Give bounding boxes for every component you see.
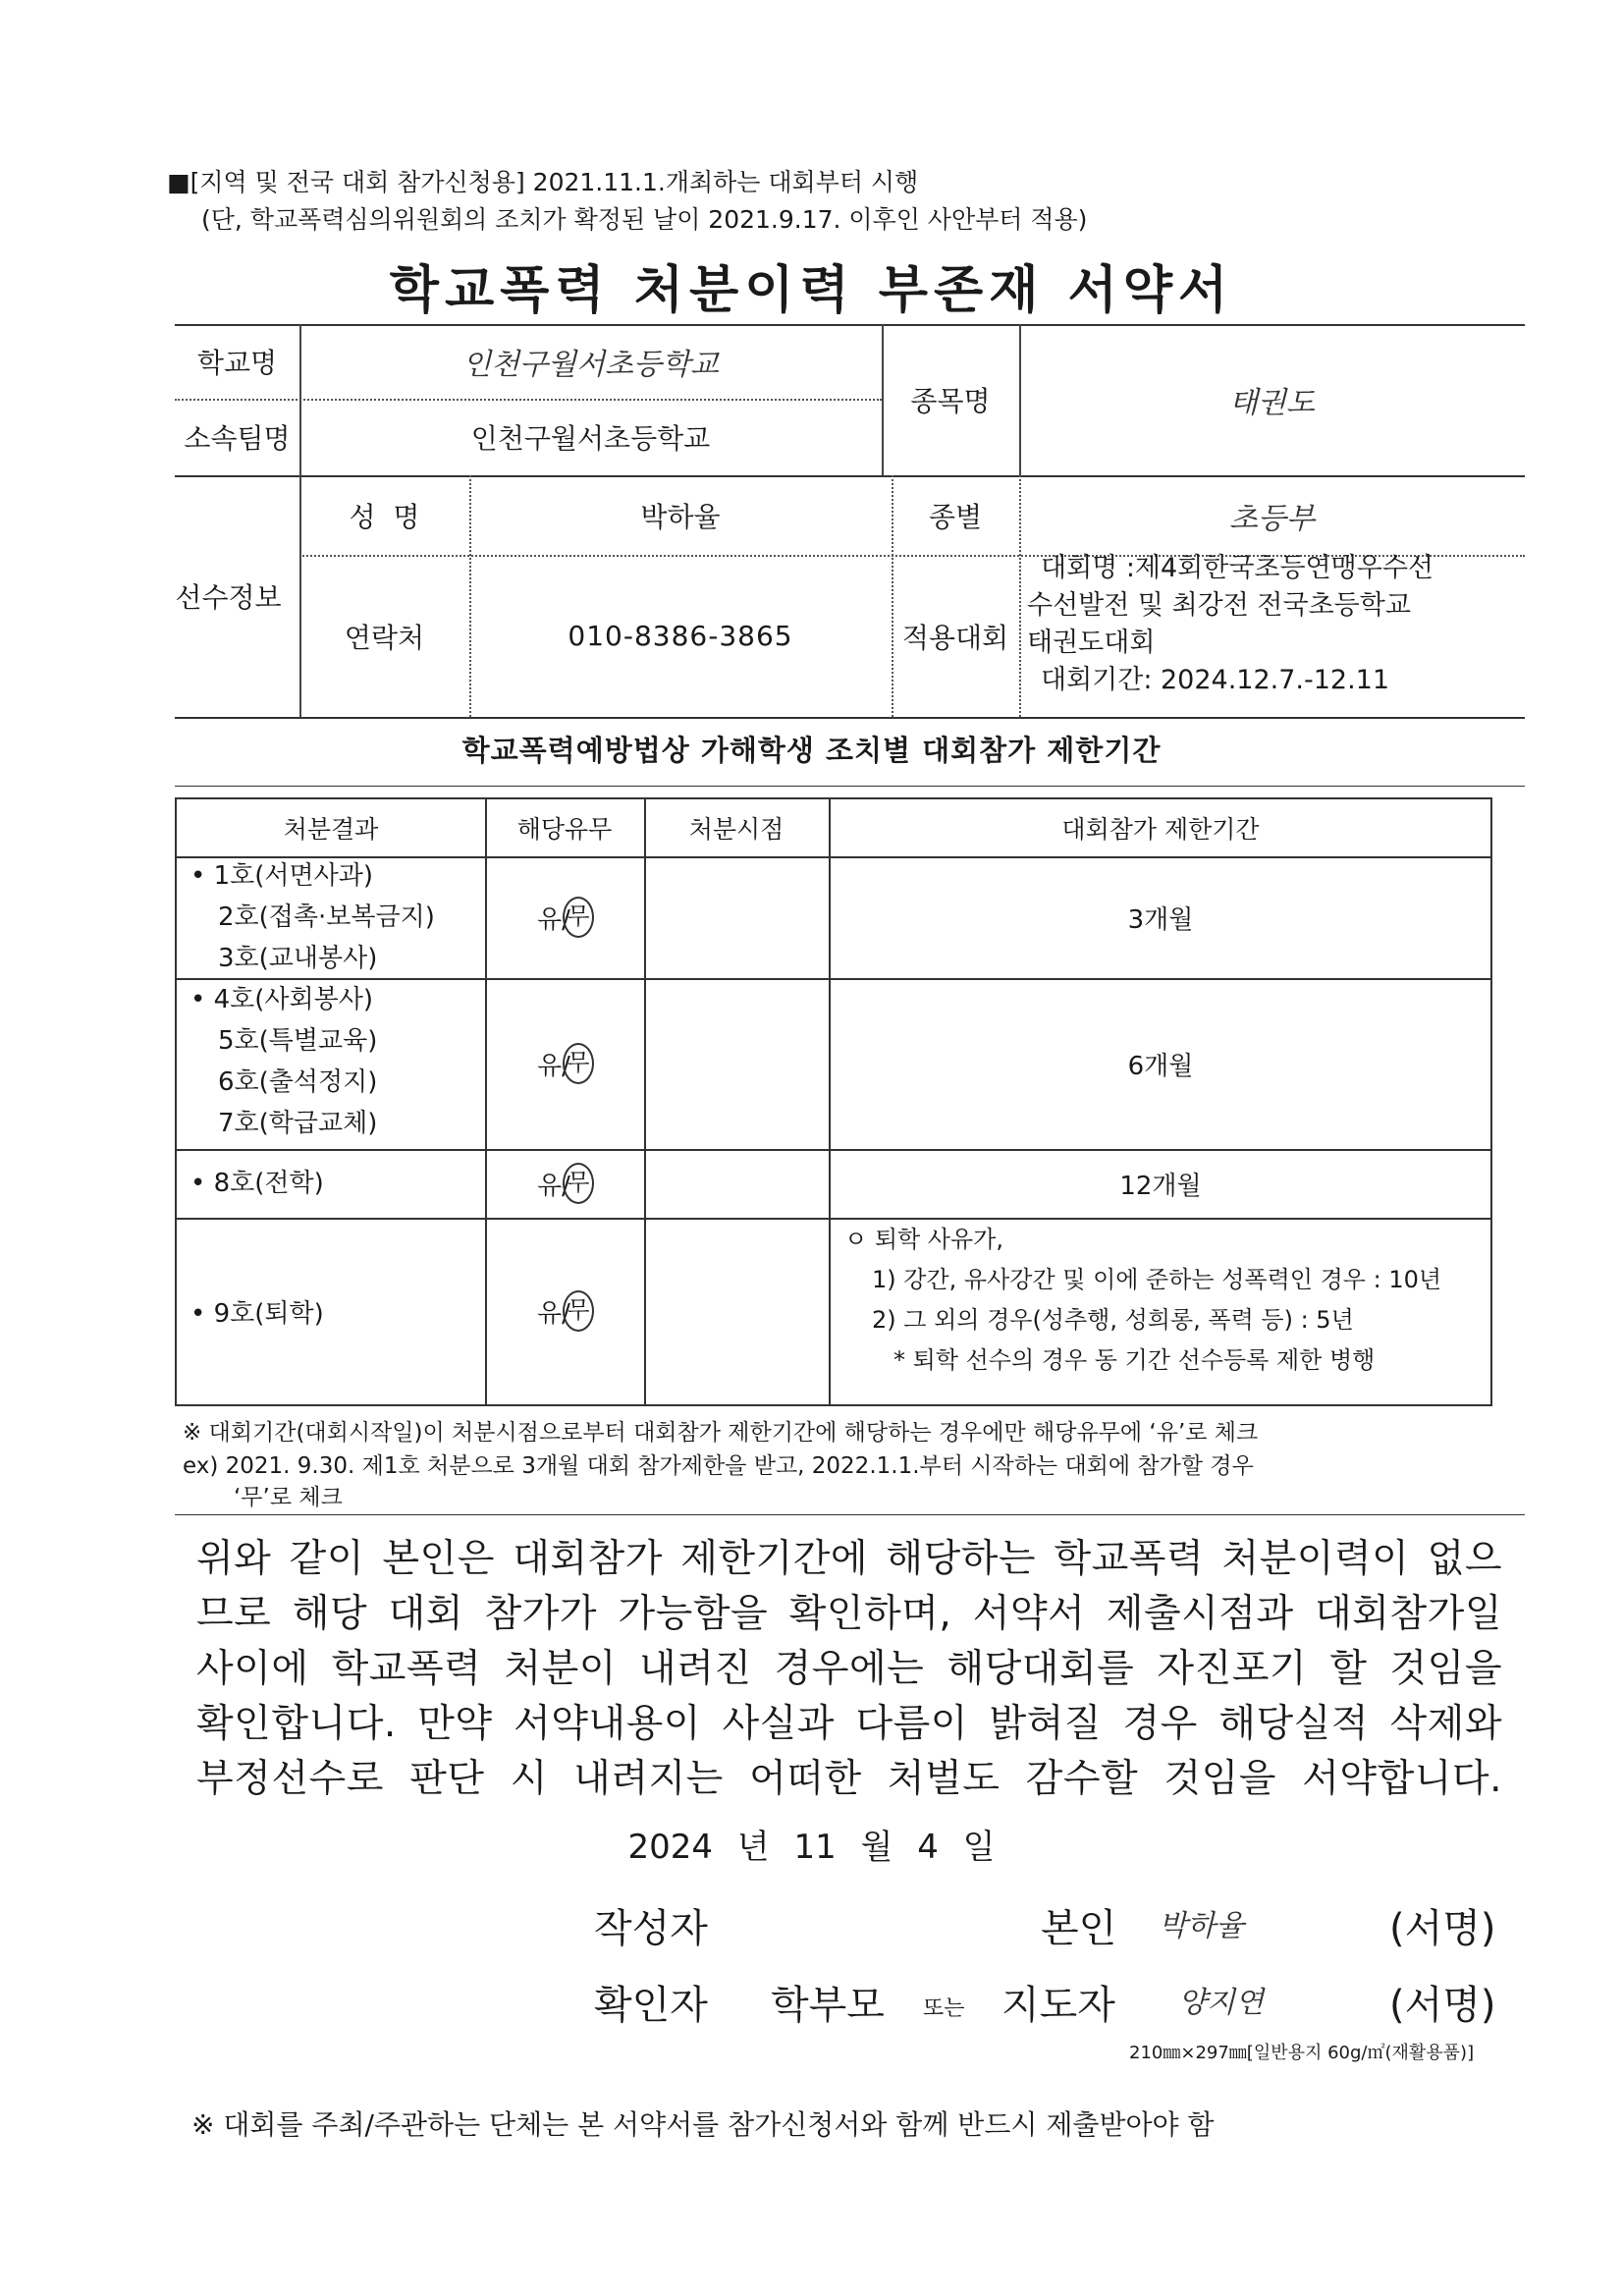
contact-value: 010-8386-3865 <box>568 620 793 652</box>
limit-period: 3개월 <box>1127 904 1194 935</box>
self-signature[interactable]: 박하율 <box>1159 1909 1244 1943</box>
pledge-statement <box>196 1532 1502 1807</box>
no-option-circled: 무 <box>563 1290 594 1332</box>
or-label: 또는 <box>923 1996 965 2021</box>
header-result: 처분결과 <box>283 815 379 844</box>
date-day: 4 <box>917 1828 939 1867</box>
name-label: 성 명 <box>349 500 420 533</box>
applicable-check[interactable] <box>487 1218 644 1404</box>
division-label: 종별 <box>928 500 983 533</box>
paper-spec: 210㎜×297㎜[일반용지 60g/㎡(재활용품)] <box>1129 2043 1475 2063</box>
limit-line: 2) 그 외의 경우(성추행, 성희롱, 폭력 등) : 5년 <box>872 1306 1354 1334</box>
sport-value: 태권도 <box>1229 386 1315 420</box>
team-label: 소속팀명 <box>184 422 291 455</box>
coach-label: 지도자 <box>1001 1983 1115 2028</box>
event-label: 적용대회 <box>901 621 1009 654</box>
disposal-item: 3호(교내봉사) <box>218 944 378 973</box>
example-note: ex) 2021. 9.30. 제1호 처분으로 3개월 대회 참가제한을 받고, 2022.1.1.부터 시작하는 대회에 참가할 경우 <box>183 1453 1254 1479</box>
statement-line: 확인합니다. 만약 서약내용이 사실과 다름이 밝혀질 경우 해당실적 삭제와 <box>196 1702 1502 1746</box>
header-limit-period: 대회참가 제한기간 <box>1061 815 1260 844</box>
event-line: 태권도대회 <box>1027 628 1156 658</box>
date-day-unit: 일 <box>962 1828 996 1867</box>
parent-label: 학부모 <box>771 1983 885 2028</box>
example-note-cont: ‘무’로 체크 <box>234 1485 343 1510</box>
school-label: 학교명 <box>196 347 278 379</box>
sport-label: 종목명 <box>910 385 991 417</box>
disposal-item: 5호(특별교육) <box>218 1026 378 1056</box>
restriction-subtitle: 학교폭력예방법상 가해학생 조치별 대회참가 제한기간 <box>461 734 1162 767</box>
disposal-item: • 1호(서면사과) <box>190 861 374 891</box>
disposal-item: 6호(출석정지) <box>218 1067 378 1097</box>
limit-period: 12개월 <box>1119 1171 1202 1201</box>
header-notice-line2: (단, 학교폭력심의위원회의 조치가 확정된 날이 2021.9.17. 이후인 사안부터 적용) <box>201 205 1088 234</box>
footer-note: ※ 대회를 주최/주관하는 단체는 본 서약서를 참가신청서와 함께 반드시 제출받아야 함 <box>191 2108 1215 2141</box>
event-line: 대회명 :제4회한국초등연맹우수선 <box>1041 553 1434 583</box>
table-row <box>190 855 435 979</box>
writer-label: 작성자 <box>594 1906 708 1951</box>
division-value: 초등부 <box>1229 501 1315 536</box>
no-option-circled: 무 <box>563 1043 594 1084</box>
coach-signature[interactable]: 양지연 <box>1178 1986 1264 2020</box>
header-applicable: 해당유무 <box>516 815 613 844</box>
date-year: 2024 <box>627 1828 713 1867</box>
date-month-unit: 월 <box>860 1828 893 1867</box>
header-disposal-date: 처분시점 <box>688 815 784 844</box>
date-month: 11 <box>793 1828 837 1867</box>
name-value: 박하율 <box>640 500 721 533</box>
yes-option: 유/ <box>537 1051 570 1081</box>
header-notice-line1: ■[지역 및 전국 대회 참가신청용] 2021.11.1.개최하는 대회부터 시행 <box>167 168 919 196</box>
statement-line: 부정선수로 판단 시 내려지는 어떠한 처벌도 감수할 것임을 서약합니다. <box>196 1757 1502 1801</box>
contact-label: 연락처 <box>344 621 425 654</box>
self-label: 본인 <box>1041 1906 1117 1951</box>
applicable-check[interactable] <box>487 856 644 978</box>
table-row <box>190 1293 324 1335</box>
team-value: 인천구월서초등학교 <box>470 422 711 455</box>
event-detail <box>1027 550 1528 699</box>
pledge-date <box>0 1820 1623 1868</box>
disposal-item: • 8호(전학) <box>190 1169 324 1198</box>
yes-option: 유/ <box>537 904 570 935</box>
date-year-unit: 년 <box>736 1828 770 1867</box>
applicable-check[interactable] <box>487 1149 644 1218</box>
restriction-table <box>175 797 1492 1406</box>
event-line: 대회기간: 2024.12.7.-12.11 <box>1041 665 1390 695</box>
confirmer-label: 확인자 <box>594 1983 708 2028</box>
disposal-item: • 4호(사회봉사) <box>190 985 374 1014</box>
limit-line: 1) 강간, 유사강간 및 이에 준하는 성폭력인 경우 : 10년 <box>872 1266 1442 1293</box>
school-value: 인천구월서초등학교 <box>462 348 719 382</box>
table-row <box>190 979 377 1144</box>
sign-mark: (서명) <box>1389 1983 1496 2028</box>
limit-line: * 퇴학 선수의 경우 동 기간 선수등록 제한 병행 <box>893 1346 1376 1374</box>
limit-line: ㅇ 퇴학 사유가, <box>844 1226 1003 1253</box>
table-row <box>190 1163 324 1204</box>
document-title: 학교폭력 처분이력 부존재 서약서 <box>389 261 1234 320</box>
no-option-circled: 무 <box>563 897 594 938</box>
statement-line: 사이에 학교폭력 처분이 내려진 경우에는 해당대회를 자진포기 할 것임을 <box>196 1647 1502 1691</box>
expulsion-limit-detail <box>844 1220 1441 1381</box>
disposal-item: 2호(접촉·보복금지) <box>218 902 435 932</box>
player-info-label: 선수정보 <box>175 581 282 614</box>
no-option-circled: 무 <box>563 1163 594 1204</box>
event-line: 수선발전 및 최강전 전국초등학교 <box>1027 590 1411 621</box>
disposal-item: 7호(학급교체) <box>218 1109 378 1138</box>
limit-period: 6개월 <box>1127 1051 1194 1081</box>
statement-line: 므로 해당 대회 참가가 가능함을 확인하며, 서약서 제출시점과 대회참가일 <box>196 1592 1502 1636</box>
sign-mark: (서명) <box>1389 1906 1496 1951</box>
applicable-check[interactable] <box>487 978 644 1149</box>
yes-option: 유/ <box>537 1171 570 1201</box>
statement-line: 위와 같이 본인은 대회참가 제한기간에 해당하는 학교폭력 처분이력이 없으 <box>196 1537 1502 1581</box>
disposal-item: • 9호(퇴학) <box>190 1299 324 1329</box>
yes-option: 유/ <box>537 1298 570 1329</box>
check-note: ※ 대회기간(대회시작일)이 처분시점으로부터 대회참가 제한기간에 해당하는 경우에만 해당유무에 ‘유’로 체크 <box>183 1420 1259 1446</box>
